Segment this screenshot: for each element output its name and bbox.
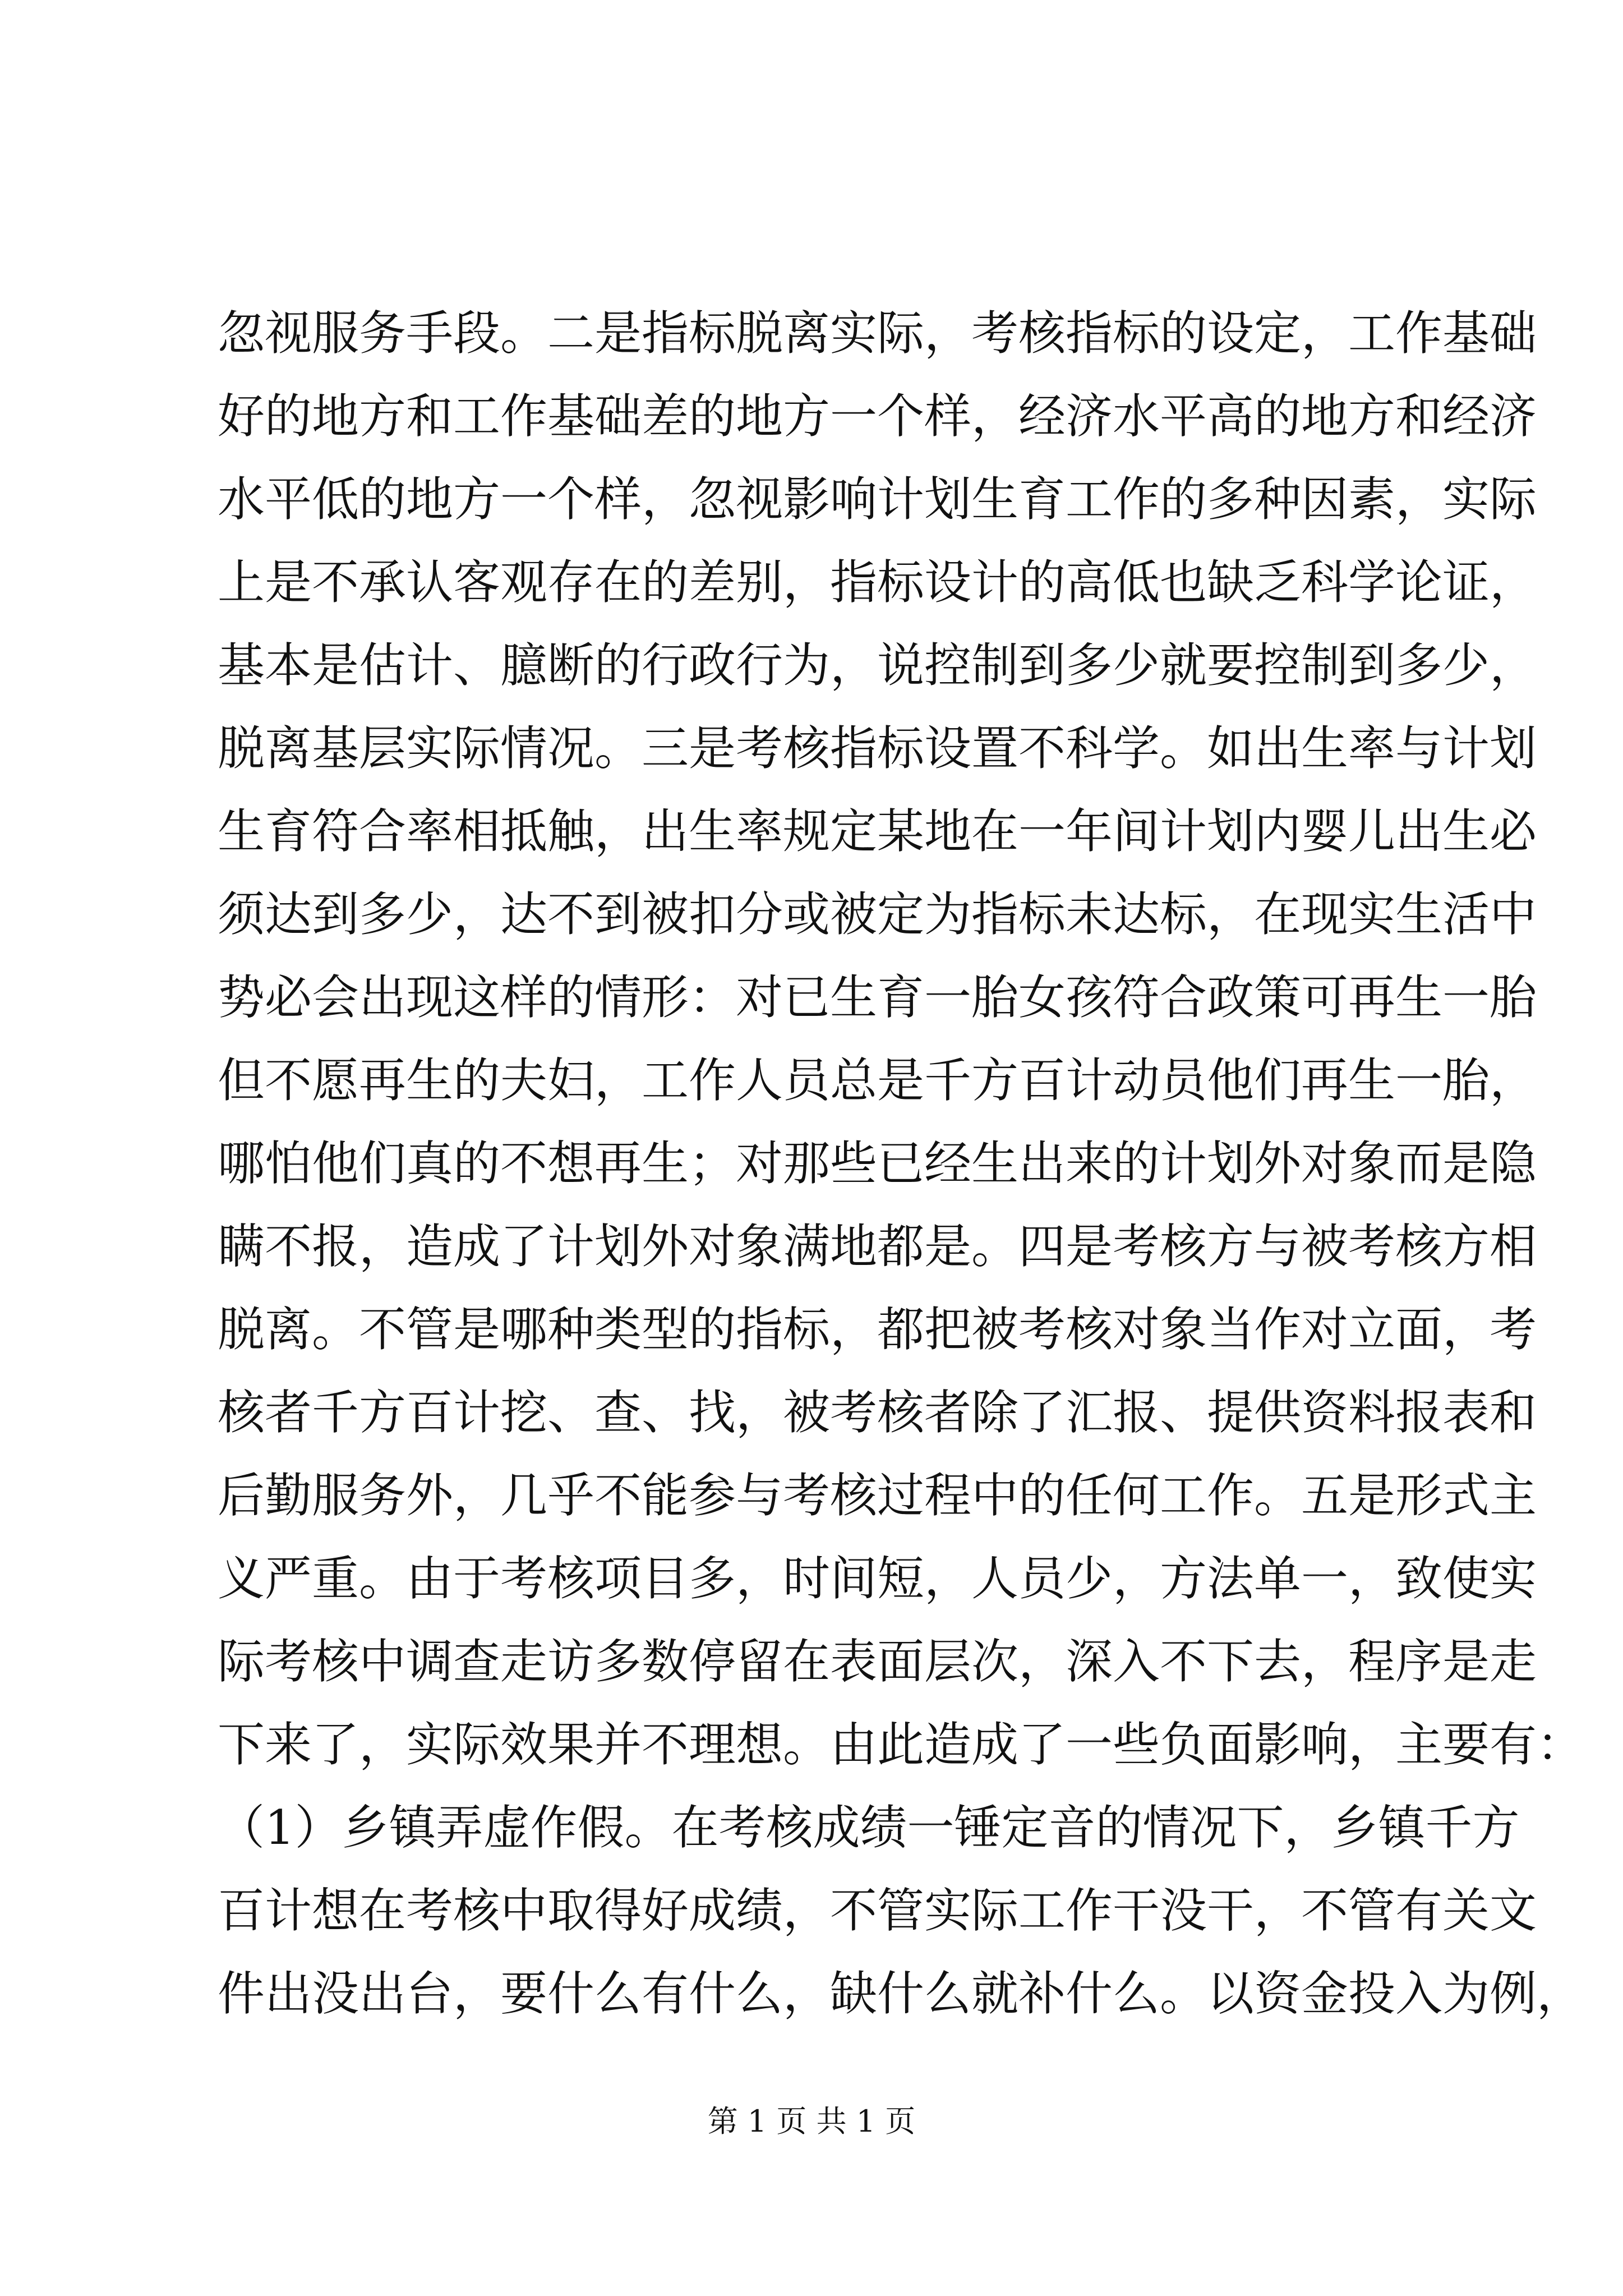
text-line-3: 水平低的地方一个样，忽视影响计划生育工作的多种因素，实际: [218, 472, 1537, 527]
text-line-19: （1）乡镇弄虚作假。在考核成绩一锤定音的情况下，乡镇千方: [218, 1800, 1520, 1855]
text-line-1: 忽视服务手段。二是指标脱离实际，考核指标的设定，工作基础: [218, 306, 1537, 361]
text-line-11: 哪怕他们真的不想再生；对那些已经生出来的计划外对象而是隐: [218, 1136, 1537, 1191]
text-line-15: 后勤服务外，几乎不能参与考核过程中的任何工作。五是形式主: [218, 1468, 1537, 1523]
text-line-6: 脱离基层实际情况。三是考核指标设置不科学。如出生率与计划: [218, 721, 1537, 776]
text-line-20: 百计想在考核中取得好成绩，不管实际工作干没干，不管有关文: [218, 1883, 1537, 1938]
text-line-7: 生育符合率相抵触，出生率规定某地在一年间计划内婴儿出生必: [218, 804, 1537, 859]
text-line-17: 际考核中调查走访多数停留在表面层次，深入不下去，程序是走: [218, 1634, 1537, 1689]
text-line-2: 好的地方和工作基础差的地方一个样，经济水平高的地方和经济: [218, 389, 1537, 444]
text-line-12: 瞒不报，造成了计划外对象满地都是。四是考核方与被考核方相: [218, 1219, 1537, 1274]
text-line-14: 核者千方百计挖、查、找，被考核者除了汇报、提供资料报表和: [218, 1385, 1537, 1440]
text-line-5: 基本是估计、臆断的行政行为，说控制到多少就要控制到多少，: [218, 638, 1537, 693]
text-line-4: 上是不承认客观存在的差别，指标设计的高低也缺乏科学论证，: [218, 555, 1537, 610]
text-line-18: 下来了，实际效果并不理想。由此造成了一些负面影响，主要有：: [218, 1717, 1584, 1772]
text-line-10: 但不愿再生的夫妇，工作人员总是千方百计动员他们再生一胎，: [218, 1053, 1537, 1108]
page-footer: 第 1 页 共 1 页: [707, 2104, 916, 2139]
text-line-8: 须达到多少，达不到被扣分或被定为指标未达标，在现实生活中: [218, 887, 1537, 942]
text-line-21: 件出没出台，要什么有什么，缺什么就补什么。以资金投入为例，: [218, 1966, 1584, 2021]
text-line-9: 势必会出现这样的情形：对已生育一胎女孩符合政策可再生一胎: [218, 970, 1537, 1025]
text-line-16: 义严重。由于考核项目多，时间短，人员少，方法单一，致使实: [218, 1551, 1537, 1606]
text-line-13: 脱离。不管是哪种类型的指标，都把被考核对象当作对立面，考: [218, 1302, 1537, 1357]
